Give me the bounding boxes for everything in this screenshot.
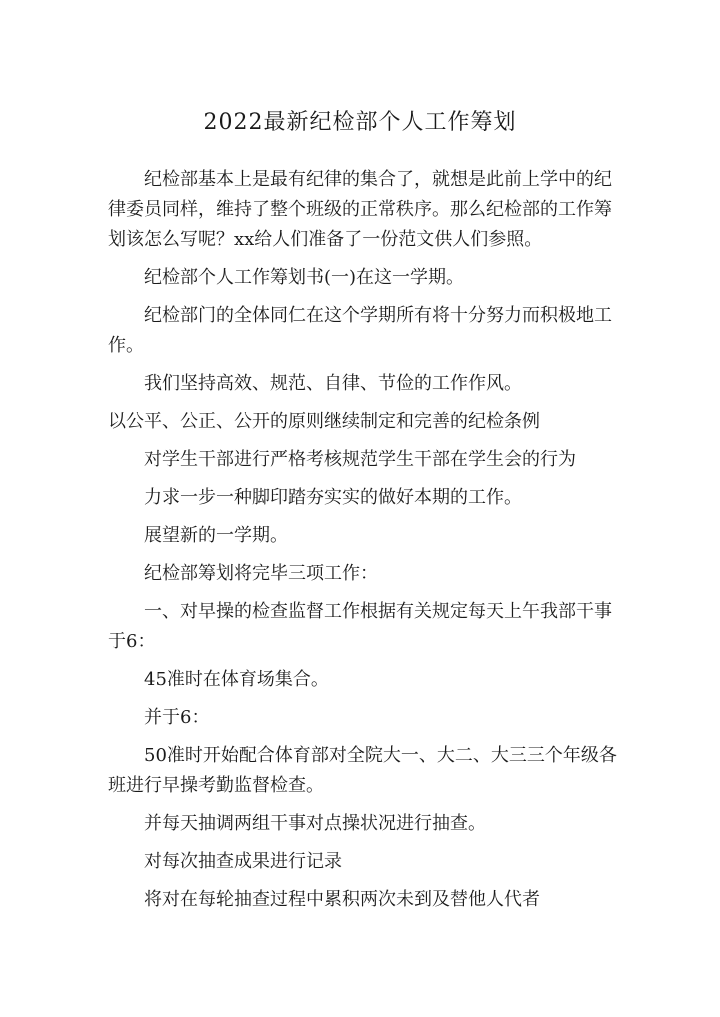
paragraph: 并每天抽调两组干事对点操状况进行抽查。 [144, 813, 486, 834]
paragraph: 力求一步一种脚印踏夯实实的做好本期的工作。 [144, 487, 522, 508]
paragraph: 对学生干部进行严格考核规范学生干部在学生会的行为 [144, 449, 576, 470]
paragraph: 纪检部门的全体同仁在这个学期所有将十分努力而积极地工作。 [108, 305, 612, 356]
paragraph: 纪检部筹划将完毕三项工作： [144, 563, 378, 584]
paragraph: 展望新的一学期。 [144, 525, 288, 546]
paragraph: 将对在每轮抽查过程中累积两次未到及替他人代者 [144, 889, 540, 910]
paragraph: 并于6： [144, 707, 210, 728]
paragraph: 纪检部基本上是最有纪律的集合了，就想是此前上学中的纪律委员同样，维持了整个班级的正常秩序。那么纪检部的工作筹划该怎么写呢？xx给人们准备了一份范文供人们参照。 [108, 169, 612, 250]
paragraph: 50准时开始配合体育部对全院大一、大二、大三三个年级各班进行早操考勤监督检查。 [108, 745, 617, 796]
paragraph: 对每次抽查成果进行记录 [144, 851, 342, 872]
document-body [108, 165, 620, 923]
document-title: 2022最新纪检部个人工作筹划 [203, 109, 517, 135]
paragraph: 我们坚持高效、规范、自律、节俭的工作作风。 [144, 373, 522, 394]
paragraph: 以公平、公正、公开的原则继续制定和完善的纪检条例 [108, 411, 540, 432]
paragraph: 一、对早操的检查监督工作根据有关规定每天上午我部干事于6： [108, 601, 612, 652]
paragraph: 45准时在体育场集合。 [144, 669, 329, 690]
paragraph: 纪检部个人工作筹划书(一)在这一学期。 [144, 267, 465, 288]
